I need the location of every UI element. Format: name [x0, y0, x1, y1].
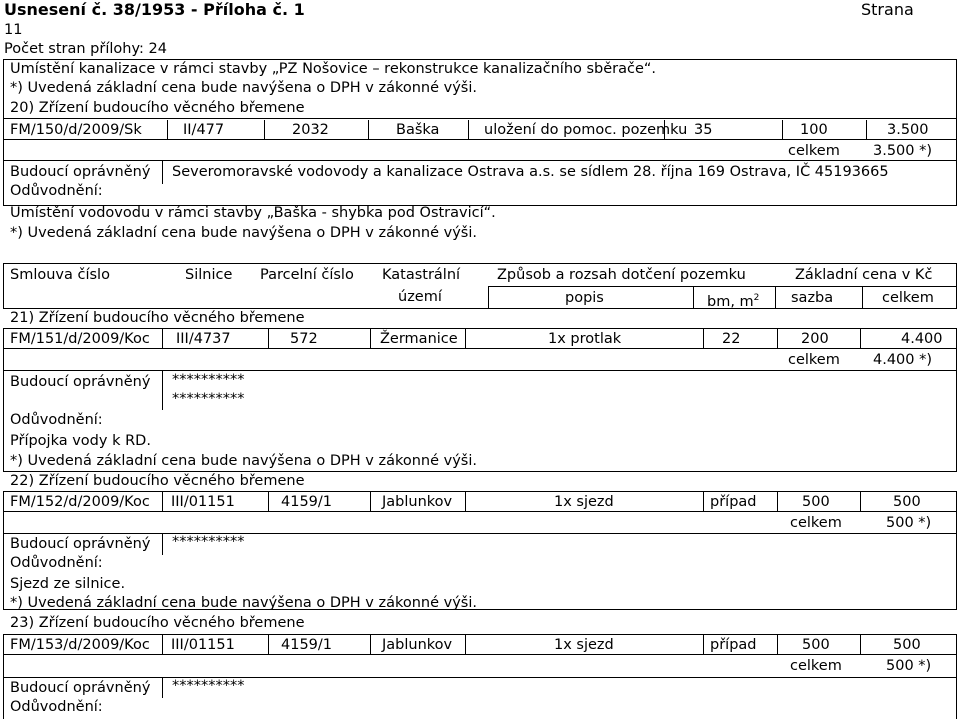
- amount: 3.500: [887, 122, 929, 138]
- page-label: Strana: [861, 0, 914, 19]
- total-value: 4.400 *): [873, 352, 933, 368]
- beneficiary: Severomoravské vodovody a kanalizace Ostrava a.s. se sídlem 28. října 169 Ostrava, IČ 45193665: [172, 164, 889, 180]
- total-label: celkem: [788, 352, 840, 368]
- col-parcel: Parcelní číslo: [260, 267, 354, 283]
- page-count: Počet stran přílohy: 24: [4, 41, 167, 57]
- beneficiary-label: Budoucí oprávněný: [10, 164, 151, 180]
- contract-number: FM/151/d/2009/Koc: [10, 331, 150, 347]
- length: případ: [710, 494, 757, 510]
- description: 1x protlak: [548, 331, 622, 347]
- description: 1x sjezd: [554, 494, 614, 510]
- length: 22: [722, 331, 741, 347]
- rate: 500: [802, 494, 830, 510]
- total-value: 3.500 *): [873, 143, 933, 159]
- length: případ: [710, 637, 757, 653]
- road: III/01151: [171, 637, 235, 653]
- road: II/477: [183, 122, 225, 138]
- col-road: Silnice: [185, 267, 233, 283]
- beneficiary: **********: [172, 391, 245, 407]
- rate: 100: [800, 122, 828, 138]
- location-note: Umístění kanalizace v rámci stavby „PZ Nošovice – rekonstrukce kanalizačního sběrače“.: [10, 61, 657, 77]
- total-label: celkem: [790, 515, 842, 531]
- rate: 500: [802, 637, 830, 653]
- beneficiary: **********: [172, 534, 245, 550]
- vat-note: *) Uvedená základní cena bude navýšena o DPH v zákonné výši.: [10, 595, 477, 611]
- vat-note: *) Uvedená základní cena bude navýšena o DPH v zákonné výši.: [10, 225, 477, 241]
- amount: 4.400: [901, 331, 943, 347]
- road: III/01151: [171, 494, 235, 510]
- justification: Umístění vodovodu v rámci stavby „Baška - shybka pod Ostravicí“.: [10, 205, 496, 221]
- amount: 500: [893, 494, 921, 510]
- justification-label: Odůvodnění:: [10, 699, 103, 715]
- item-title: 20) Zřízení budoucího věcného břemene: [10, 100, 305, 116]
- document-title: Usnesení č. 38/1953 - Příloha č. 1: [4, 0, 305, 19]
- justification-label: Odůvodnění:: [10, 555, 103, 571]
- cadastral-area: Jablunkov: [382, 637, 453, 653]
- cadastral-area: Žermanice: [380, 331, 458, 347]
- length: 35: [694, 122, 713, 138]
- contract-number: FM/153/d/2009/Koc: [10, 637, 150, 653]
- beneficiary-label: Budoucí oprávněný: [10, 680, 151, 696]
- contract-number: FM/150/d/2009/Sk: [10, 122, 142, 138]
- road: III/4737: [176, 331, 231, 347]
- col-description: popis: [565, 290, 604, 306]
- col-method: Způsob a rozsah dotčení pozemku: [497, 267, 746, 283]
- justification-label: Odůvodnění:: [10, 183, 103, 199]
- beneficiary: **********: [172, 372, 245, 388]
- contract-number: FM/152/d/2009/Koc: [10, 494, 150, 510]
- rate: 200: [801, 331, 829, 347]
- col-length: bm, $m^2$: [707, 293, 760, 310]
- beneficiary-label: Budoucí oprávněný: [10, 374, 151, 390]
- justification: Přípojka vody k RD.: [10, 433, 151, 449]
- vat-note: *) Uvedená základní cena bude navýšena o DPH v zákonné výši.: [10, 80, 477, 96]
- col-area: území: [398, 289, 442, 305]
- parcel: 4159/1: [281, 637, 333, 653]
- total-label: celkem: [790, 658, 842, 674]
- item-title: 23) Zřízení budoucího věcného břemene: [10, 615, 305, 631]
- parcel: 2032: [292, 122, 329, 138]
- total-label: celkem: [788, 143, 840, 159]
- parcel: 572: [290, 331, 318, 347]
- item-title: 22) Zřízení budoucího věcného břemene: [10, 473, 305, 489]
- col-total: celkem: [882, 290, 934, 306]
- col-base-price: Základní cena v Kč: [795, 267, 933, 283]
- cadastral-area: Jablunkov: [382, 494, 453, 510]
- beneficiary: **********: [172, 678, 245, 694]
- cadastral-area: Baška: [396, 122, 440, 138]
- description: 1x sjezd: [554, 637, 614, 653]
- total-value: 500 *): [886, 658, 932, 674]
- beneficiary-label: Budoucí oprávněný: [10, 536, 151, 552]
- vat-note: *) Uvedená základní cena bude navýšena o DPH v zákonné výši.: [10, 453, 477, 469]
- justification-label: Odůvodnění:: [10, 412, 103, 428]
- amount: 500: [893, 637, 921, 653]
- total-value: 500 *): [886, 515, 932, 531]
- justification: Sjezd ze silnice.: [10, 576, 126, 592]
- col-rate: sazba: [791, 290, 834, 306]
- page-number: 11: [4, 22, 23, 38]
- item-title: 21) Zřízení budoucího věcného břemene: [10, 310, 305, 326]
- parcel: 4159/1: [281, 494, 333, 510]
- col-contract: Smlouva číslo: [10, 267, 110, 283]
- description: uložení do pomoc. pozemku: [484, 122, 688, 138]
- col-cadastral: Katastrální: [382, 267, 461, 283]
